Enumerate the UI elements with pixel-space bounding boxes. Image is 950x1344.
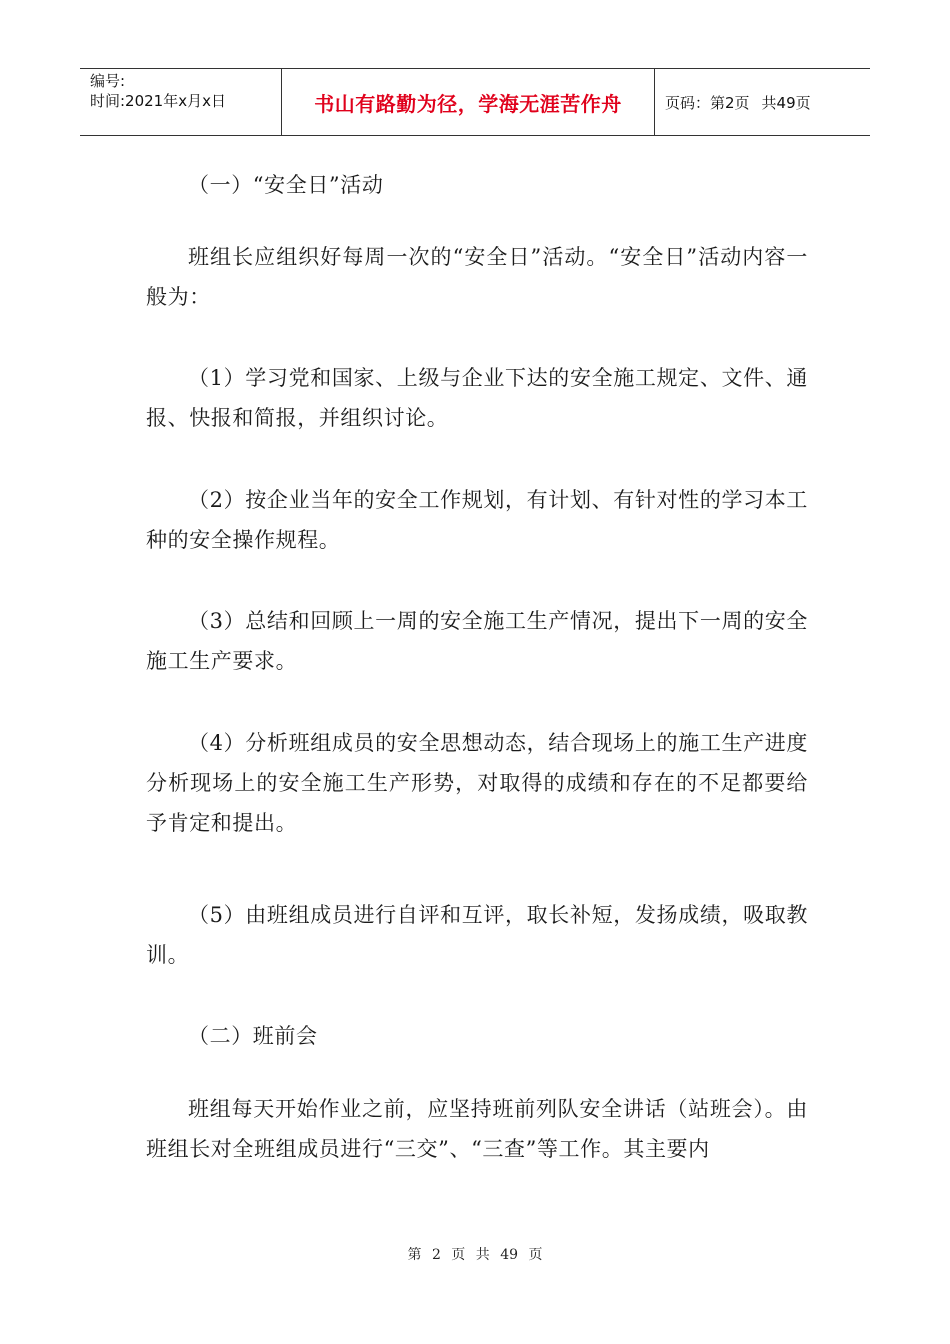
document-date: 时间:2021年x月x日 [90, 92, 226, 110]
header-page-number: 页码：第2页 [665, 93, 750, 112]
list-item-1: （1）学习党和国家、上级与企业下达的安全施工规定、文件、通报、快报和简报，并组织讨论。 [146, 366, 808, 430]
section-heading-safety-day: （一）“安全日”活动 [188, 173, 384, 197]
page-header [80, 68, 870, 136]
list-item-3: （3）总结和回顾上一周的安全施工生产情况，提出下一周的安全施工生产要求。 [146, 609, 808, 673]
section-heading-pre-shift-meeting: （二）班前会 [188, 1024, 318, 1048]
document-code-label: 编号: [90, 72, 126, 90]
paragraph-pre-shift: 班组每天开始作业之前，应坚持班前列队安全讲话（站班会）。由班组长对全班组成员进行“三交”、“三查”等工作。其主要内 [146, 1097, 808, 1161]
list-item-5: （5）由班组成员进行自评和互评，取长补短，发扬成绩，吸取教训。 [146, 903, 808, 967]
header-page-info [655, 69, 870, 135]
header-page-total: 共49页 [761, 93, 811, 112]
header-motto: 书山有路勤为径，学海无涯苦作舟 [282, 69, 655, 135]
header-meta [80, 69, 282, 135]
list-item-4: （4）分析班组成员的安全思想动态，结合现场上的施工生产进度分析现场上的安全施工生产形势，对取得的成绩和存在的不足都要给予肯定和提出。 [146, 731, 808, 835]
list-item-2: （2）按企业当年的安全工作规划，有计划、有针对性的学习本工种的安全操作规程。 [146, 488, 808, 552]
page-footer: 第 2 页 共 49 页 [407, 1247, 543, 1263]
paragraph-intro: 班组长应组织好每周一次的“安全日”活动。“安全日”活动内容一般为： [146, 245, 808, 309]
